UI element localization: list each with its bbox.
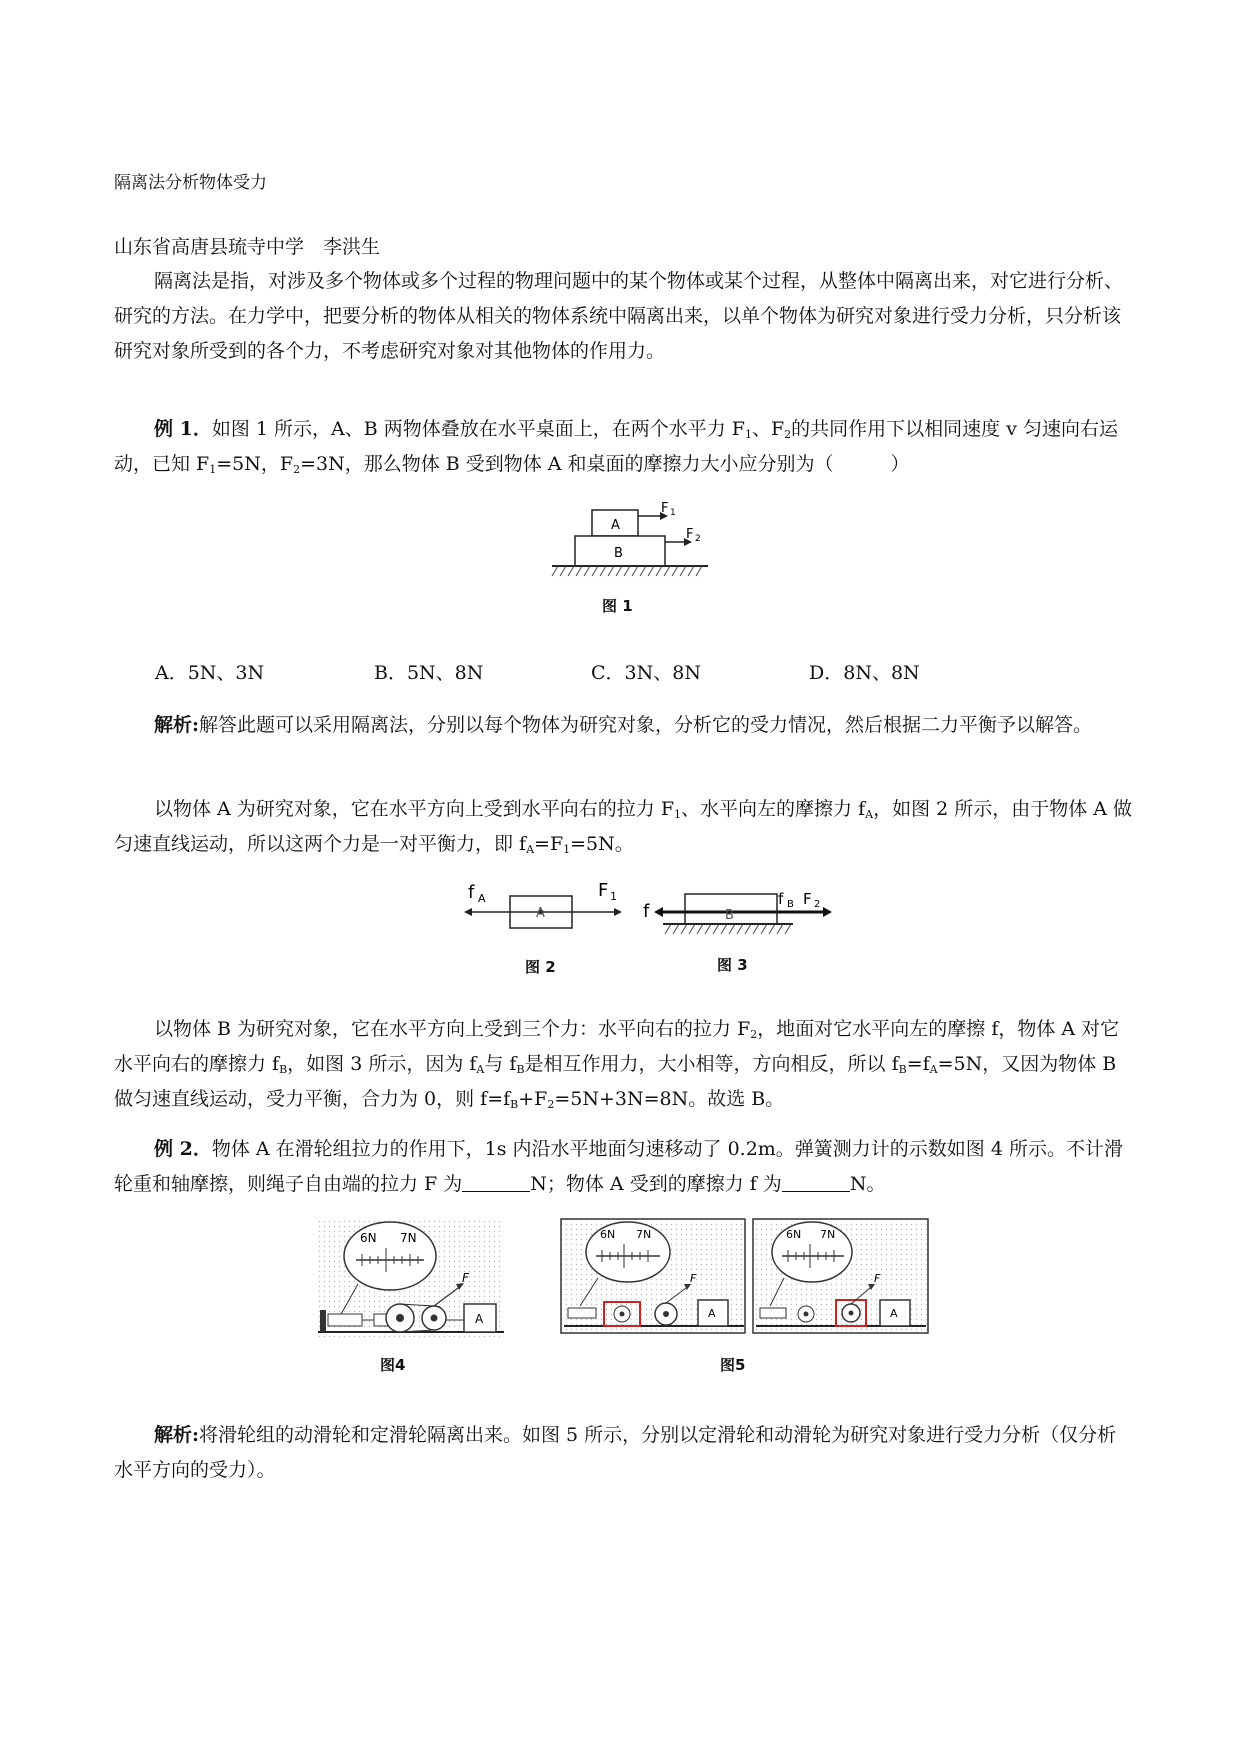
option-d: D．8N、8N [809,662,920,684]
svg-text:B: B [725,908,734,923]
example-2-label: 例 2． [154,1138,212,1160]
svg-text:B: B [787,899,794,910]
label-a: A [611,518,620,533]
document-title: 隔离法分析物体受力 [114,173,267,193]
analysis-block-a: 以物体 A 为研究对象，它在水平方向上受到水平向右的拉力 $F_1$、水平向左的摩擦力 $f_A$，如图 2 所示，由于物体 A 做匀速直线运动，所以这两个力是一对平衡力，即 $f_A=F_1=5N$。 [114,798,1133,856]
author-line: 山东省高唐县琉寺中学 李洪生 [114,236,381,258]
figure-5-diagram [560,1218,930,1336]
intro-paragraph: 隔离法是指，对涉及多个物体或多个过程的物理问题中的某个物体或某个过程，从整体中隔离出来，对它进行分析、研究的方法。在力学中，把要分析的物体从相关的物体系统中隔离出来，以单个物体为研究对象进行受力分析，只分析该研究对象所受到的各个力，不考虑研究对象对其他物体的作用力。 [114,270,1124,362]
label-f: f [643,901,650,922]
example-2-question: 例 2．物体 A 在滑轮组拉力的作用下，1s 内沿水平地面匀速移动了 0.2m。弹簧测力计的示数如图 4 所示。不计滑轮重和轴摩擦，则绳子自由端的拉力 F 为 N；物体 A 受到的摩擦力 f 为 N。 [114,1138,1123,1195]
svg-text:A: A [478,892,486,905]
svg-text:F: F [462,1271,469,1285]
solution-2-label: 解析: [154,1424,200,1446]
figure-1-diagram [550,502,710,584]
svg-text:7N: 7N [820,1228,836,1241]
figure-4-caption: 图4 [380,1356,406,1374]
option-c: C．3N、8N [591,662,701,684]
answer-blank-1[interactable] [462,1173,530,1192]
label-f1: F [661,502,669,516]
figure-5-caption: 图5 [720,1356,746,1374]
answer-blank-2[interactable] [782,1173,850,1192]
svg-text:7N: 7N [636,1228,652,1241]
svg-text:A: A [708,1307,716,1320]
label-f2: F [686,527,694,542]
svg-text:6N: 6N [600,1228,616,1241]
svg-text:1: 1 [670,508,676,518]
figure-1-caption: 图 1 [602,597,633,615]
figure-2-caption: 图 2 [525,958,556,976]
svg-text:1: 1 [610,890,617,903]
svg-text:6N: 6N [786,1228,802,1241]
svg-text:6N: 6N [360,1231,377,1245]
label-f1: F [598,880,609,901]
example-1-label: 例 1． [154,418,212,440]
svg-text:A: A [536,906,545,921]
figure-3-caption: 图 3 [717,956,748,974]
solution-2: 解析:将滑轮组的动滑轮和定滑轮隔离出来。如图 5 所示，分别以定滑轮和动滑轮为研究对象进行受力分析（仅分析水平方向的受力）。 [114,1424,1117,1481]
svg-text:A: A [890,1307,898,1320]
solution-1-label: 解析: [154,714,200,736]
figure-4-diagram [318,1220,504,1348]
svg-text:7N: 7N [400,1231,417,1245]
example-1-question: 例 1．如图 1 所示，A、B 两物体叠放在水平桌面上，在两个水平力 $F_1$、$F_2$的共同作用下以相同速度 v 匀速向右运动，已知 $F_1=5N$，$F_2=3N$，那么物体 B 受到物体 A 和桌面的摩擦力大小应分别为（ ） [114,418,1118,476]
svg-text:F: F [874,1272,881,1285]
label-f2: F [803,890,812,908]
figure-2-diagram [460,878,630,938]
svg-text:2: 2 [695,534,701,544]
option-a: A．5N、3N [155,662,265,684]
label-fa: f [468,882,475,903]
svg-text:2: 2 [814,899,821,910]
svg-text:A: A [475,1312,484,1326]
svg-text:F: F [690,1272,697,1285]
analysis-block-b: 以物体 B 为研究对象，它在水平方向上受到三个力：水平向右的拉力 $F_2$，地面对它水平向左的摩擦 f，物体 A 对它水平向右的摩擦力 $f_B$，如图 3 所示，因为 $f_A$与 $f_B$是相互作用力，大小相等，方向相反，所以 $f_B=f_A=5N$，又因为物体 B 做匀速直线运动，受力平衡，合力为 0，则 $f=f_B+F_2=5N+3N=8N$。故选 B。 [114,1018,1120,1111]
figure-3-diagram [643,884,843,948]
option-b: B．5N、8N [374,662,484,684]
label-b: B [614,546,623,561]
label-fb: f [778,890,784,908]
solution-1: 解析:解答此题可以采用隔离法，分别以每个物体为研究对象，分析它的受力情况，然后根据二力平衡予以解答。 [154,714,1093,736]
